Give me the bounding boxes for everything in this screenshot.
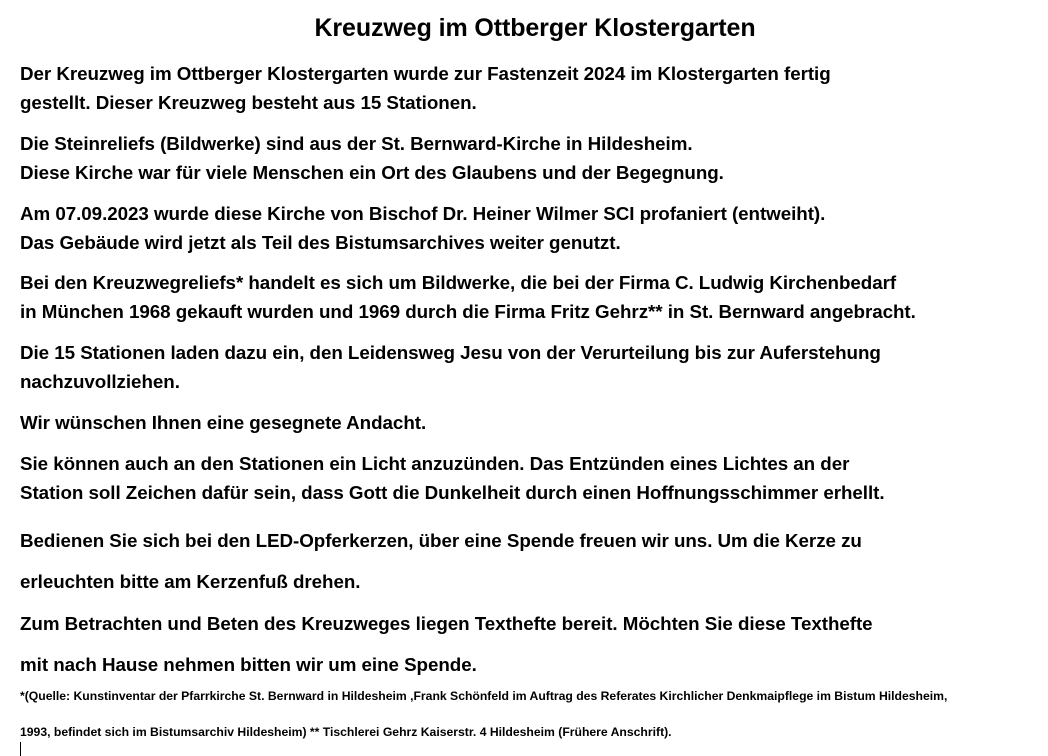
- text-line: mit nach Hause nehmen bitten wir um eine Spende.: [20, 654, 477, 675]
- footnote-line: 1993, befindet sich im Bistumsarchiv Hildesheim) ** Tischlerei Gehrz Kaiserstr. 4 Hildesheim (Frühere Anschrift).: [20, 725, 672, 739]
- text-line: gestellt. Dieser Kreuzweg besteht aus 15 Stationen.: [20, 92, 477, 113]
- text-line: Wir wünschen Ihnen eine gesegnete Andacht.: [20, 412, 427, 433]
- paragraph-kreuzwegreliefs: [20, 268, 1046, 326]
- text-line: Station soll Zeichen dafür sein, dass Gott die Dunkelheit durch einen Hoffnungsschimmer erhellt.: [20, 482, 885, 503]
- text-line: Am 07.09.2023 wurde diese Kirche von Bischof Dr. Heiner Wilmer SCI profaniert (entweiht).: [20, 203, 826, 224]
- text-line: Die 15 Stationen laden dazu ein, den Leidensweg Jesu von der Verurteilung bis zur Auferstehung: [20, 342, 881, 363]
- footnote-line: *(Quelle: Kunstinventar der Pfarrkirche St. Bernward in Hildesheim ,Frank Schönfeld im Auftrag des Referates Kirchlicher Denkmaipflege im Bistum Hildesheim,: [20, 689, 948, 703]
- paragraph-intro: [20, 59, 1046, 117]
- text-line: Sie können auch an den Stationen ein Licht anzuzünden. Das Entzünden eines Lichtes an der: [20, 453, 850, 474]
- text-line: erleuchten bitte am Kerzenfuß drehen.: [20, 571, 361, 592]
- text-cursor: [20, 742, 21, 756]
- paragraph-texthefte: [20, 603, 1046, 685]
- text-line: nachzuvollziehen.: [20, 371, 180, 392]
- text-line: Zum Betrachten und Beten des Kreuzweges liegen Texthefte bereit. Möchten Sie diese Texthefte: [20, 613, 873, 634]
- paragraph-steinreliefs: [20, 129, 1046, 187]
- paragraph-opferkerzen: [20, 520, 1046, 602]
- paragraph-licht: [20, 449, 1046, 507]
- footnote: [20, 678, 1046, 750]
- text-line: Diese Kirche war für viele Menschen ein Ort des Glaubens und der Begegnung.: [20, 162, 724, 183]
- document-title: Kreuzweg im Ottberger Klostergarten: [314, 14, 756, 42]
- paragraph-andacht: [20, 408, 1046, 437]
- text-line: Die Steinreliefs (Bildwerke) sind aus der St. Bernward-Kirche in Hildesheim.: [20, 133, 693, 154]
- paragraph-profanierung: [20, 199, 1046, 257]
- text-line: Bei den Kreuzwegreliefs* handelt es sich um Bildwerke, die bei der Firma C. Ludwig Kirchenbedarf: [20, 272, 897, 293]
- paragraph-stationen: [20, 338, 1046, 396]
- text-line: Der Kreuzweg im Ottberger Klostergarten wurde zur Fastenzeit 2024 im Klostergarten fertig: [20, 63, 831, 84]
- text-line: Bedienen Sie sich bei den LED-Opferkerzen, über eine Spende freuen wir uns. Um die Kerze zu: [20, 530, 862, 551]
- text-line: in München 1968 gekauft wurden und 1969 durch die Firma Fritz Gehrz** in St. Bernward angebracht.: [20, 301, 916, 322]
- text-line: Das Gebäude wird jetzt als Teil des Bistumsarchives weiter genutzt.: [20, 232, 621, 253]
